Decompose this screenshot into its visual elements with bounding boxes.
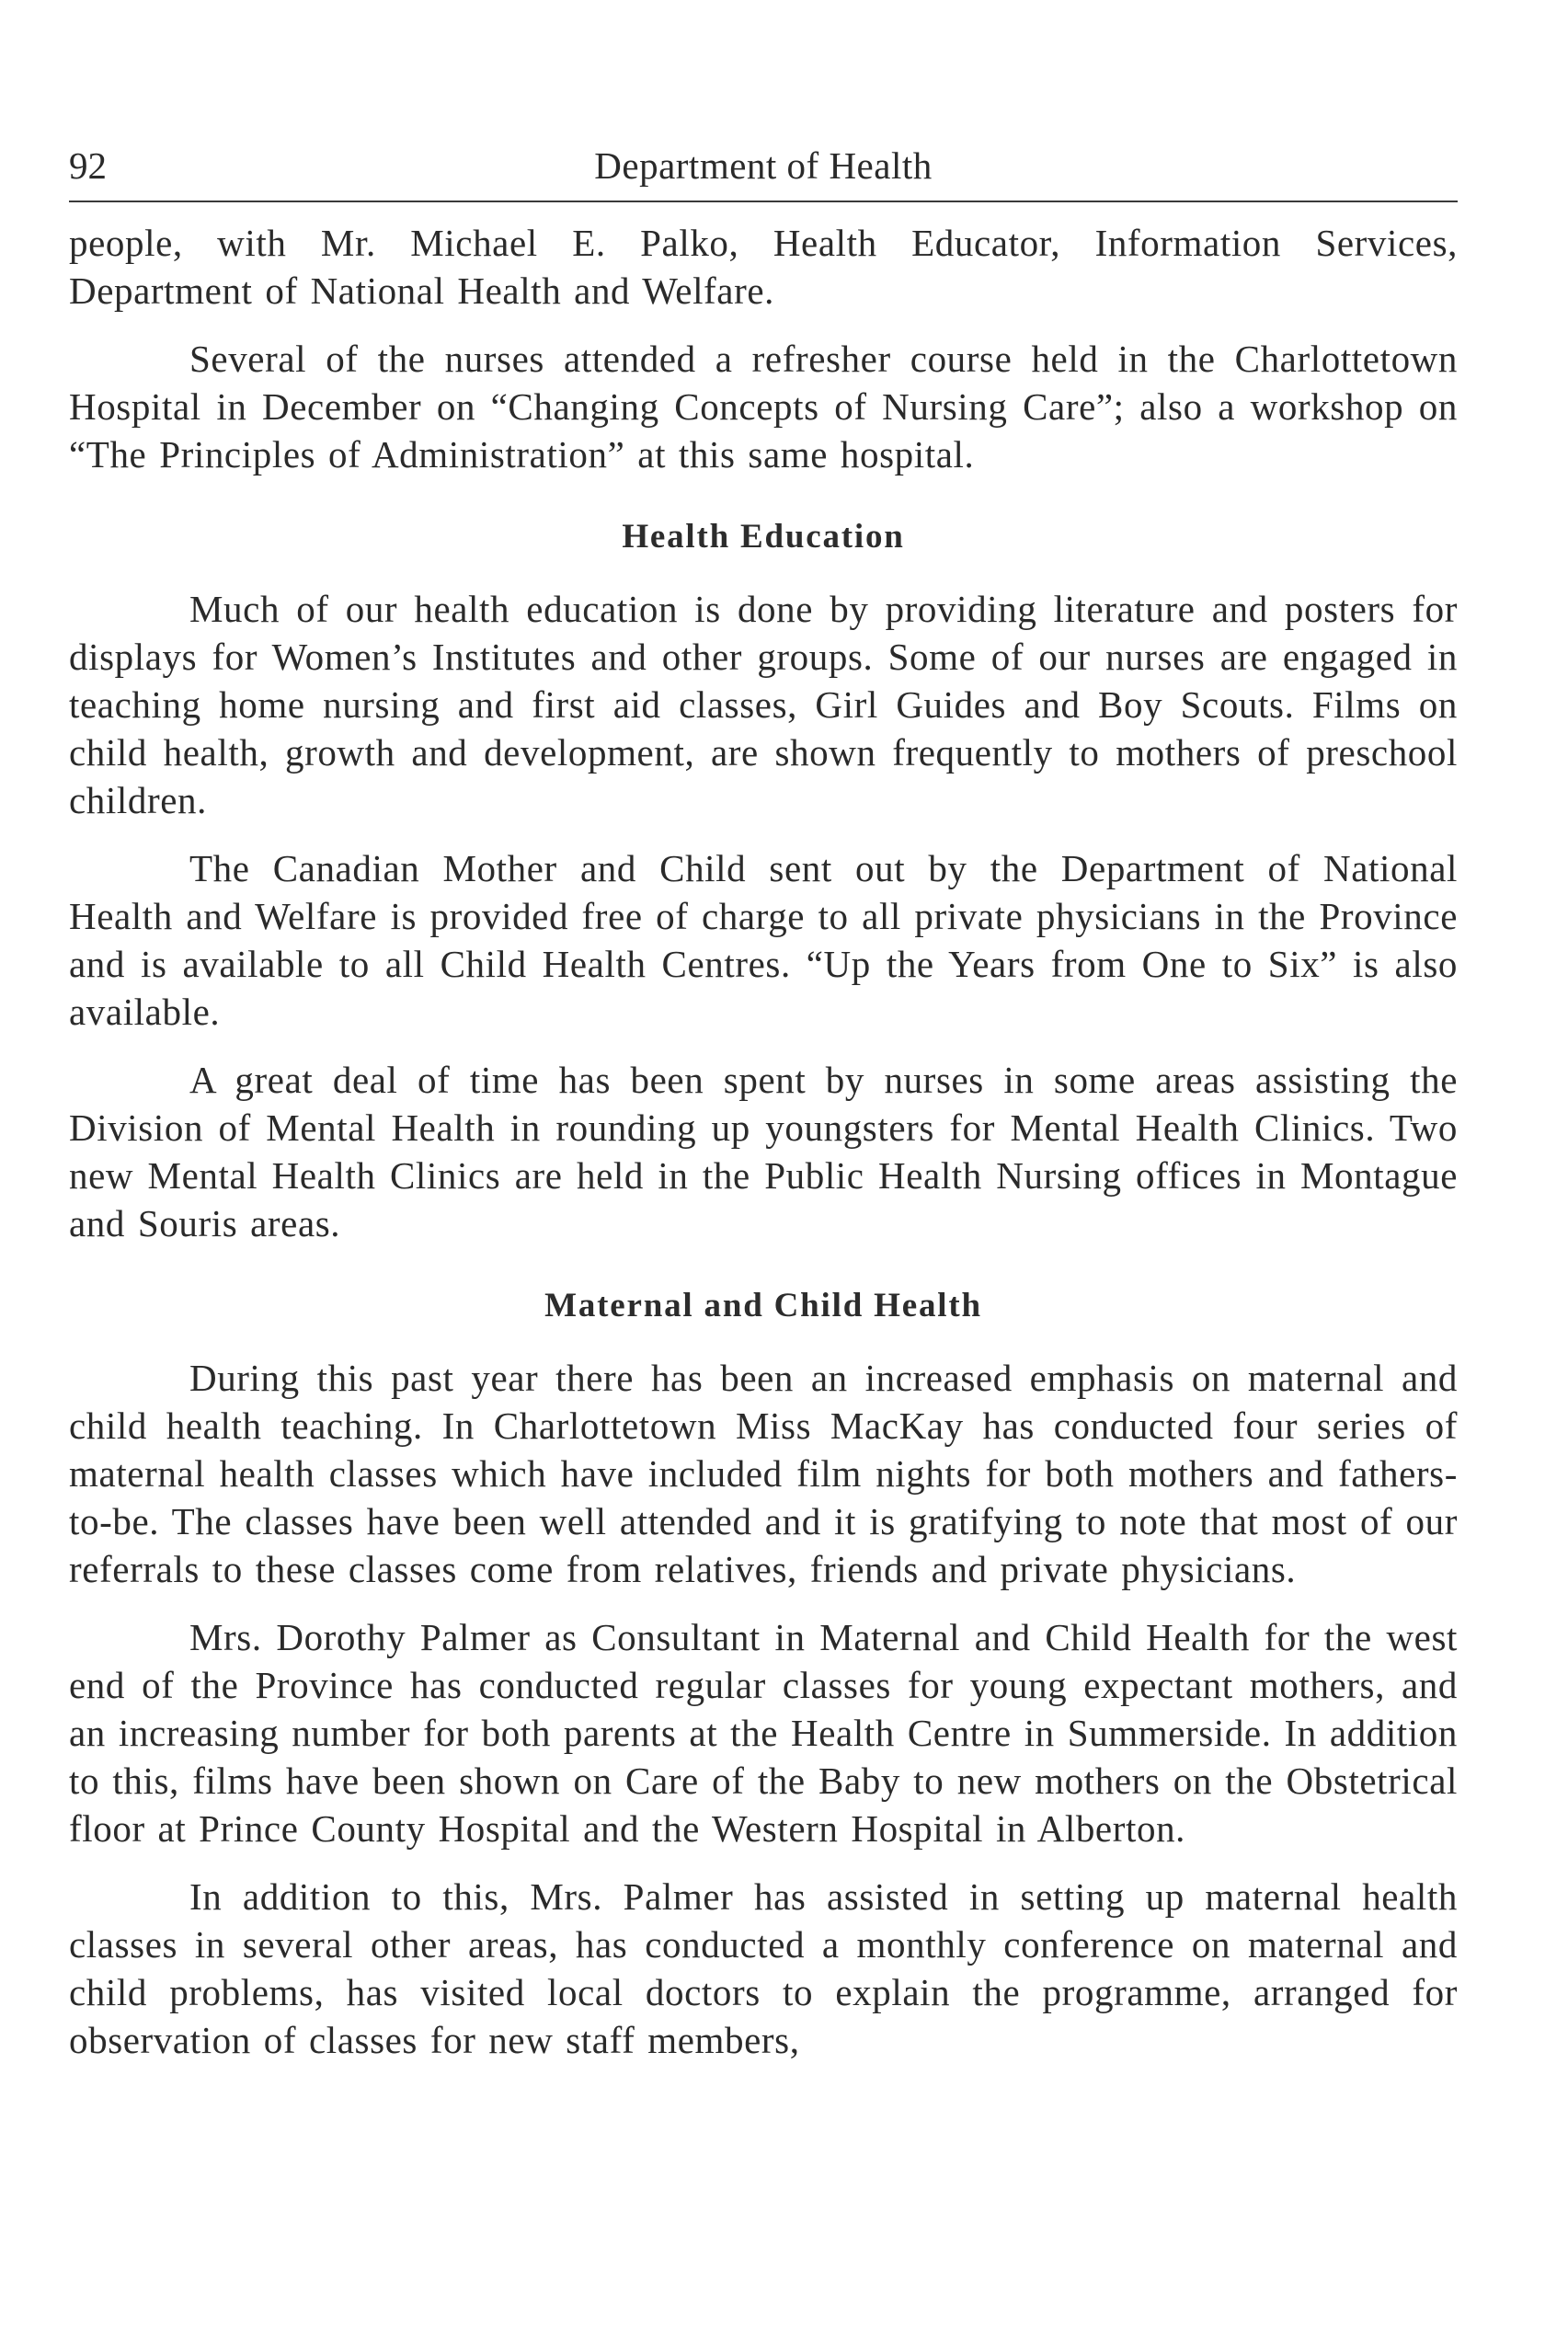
paragraph-mrs-palmer-classes: Mrs. Dorothy Palmer as Consultant in Maternal and Child Health for the west end of the Province has conducted regular classes for young expectant mothers, and an increasing number for both parents at the Health Centre in Summerside. In addition to this, films have been shown on Care of the Baby to new mothers on the Obstetrical floor at Prince County Hospital and the Western Hospital in Alberton.: [69, 1616, 1458, 1850]
section-heading-health-education: Health Education: [622, 518, 905, 556]
running-title: Department of Health: [594, 144, 933, 187]
paragraph-canadian-mother-and-child: The Canadian Mother and Child sent out by the Department of National Health and Welfare is provided free of charge to all private physicians in the Province and is available to all Child Health Centres. “Up the Years from One to Six” is also available.: [69, 847, 1458, 1033]
paragraph-mrs-palmer-additional: In addition to this, Mrs. Palmer has assisted in setting up maternal health classes in several other areas, has conducted a monthly conference on maternal and child problems, has visited local doctors to explain the programme, arranged for observation of classes for new staff members,: [69, 1875, 1458, 2061]
paragraph-health-education: Much of our health education is done by providing literature and posters for displays for Women’s Institutes and other groups. Some of our nurses are engaged in teaching home nursing and first aid classes, Girl Guides and Boy Scouts. Films on child health, growth and development, are shown frequently to mothers of preschool children.: [69, 588, 1458, 821]
page-number: 92: [69, 144, 107, 187]
paragraph-mental-health: A great deal of time has been spent by nurses in some areas assisting the Division of Mental Health in rounding up youngsters for Mental Health Clinics. Two new Mental Health Clinics are held in the Public Health Nursing offices in Montague and Souris areas.: [69, 1059, 1458, 1244]
section-heading-maternal-child-health: Maternal and Child Health: [544, 1287, 982, 1324]
paragraph-maternal-teaching: During this past year there has been an increased emphasis on maternal and child health teaching. In Charlottetown Miss MacKay has conducted four series of maternal health classes which have included film nights for both mothers and fathers-to-be. The classes have been well attended and it is gratifying to note that most of our referrals to these classes come from relatives, friends and private physicians.: [69, 1357, 1458, 1590]
running-head: [69, 138, 1458, 193]
paragraph-continuation: people, with Mr. Michael E. Palko, Health Educator, Information Services, Department of National Health and Welfare.: [69, 222, 1458, 312]
paragraph-refresher-course: Several of the nurses attended a refresher course held in the Charlottetown Hospital in December on “Changing Concepts of Nursing Care”; also a workshop on “The Principles of Administration” at this same hospital.: [69, 338, 1458, 476]
header-rule: [69, 201, 1458, 202]
body-text: [69, 219, 1458, 2064]
